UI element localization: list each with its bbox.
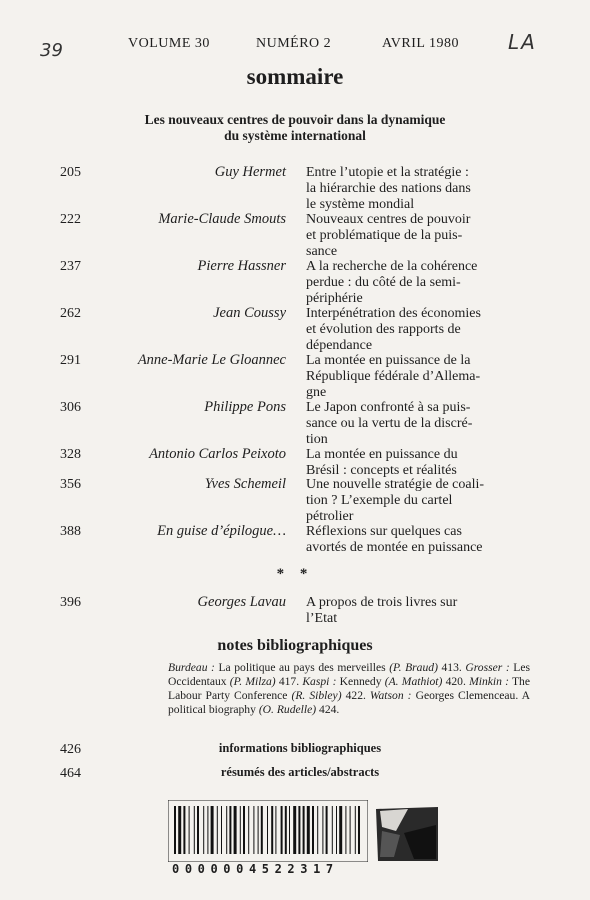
title-line: tion ? L’exemple du cartel xyxy=(306,492,453,508)
barcode-bar xyxy=(221,806,222,854)
toc-article-title xyxy=(306,306,532,353)
toc-page-number: 396 xyxy=(60,595,81,610)
barcode-bar xyxy=(207,806,208,854)
title-line: sance xyxy=(306,243,338,259)
title-line: A propos de trois livres sur xyxy=(306,595,458,610)
issue-theme-line-2: du système international xyxy=(224,128,366,143)
title-line: avortés de montée en puissance xyxy=(306,539,483,555)
notes-text-segment: 420. xyxy=(442,675,470,688)
barcode-bar xyxy=(211,806,214,854)
toc-article-title xyxy=(306,212,532,259)
notes-citation: Grosser : xyxy=(465,661,510,674)
barcode-bar xyxy=(293,806,296,854)
barcode-bar xyxy=(178,806,181,854)
barcode-bar xyxy=(253,806,254,854)
toc-page-number: 306 xyxy=(60,400,81,415)
barcode-bar xyxy=(326,806,328,854)
title-line: Nouveaux centres de pouvoir xyxy=(306,212,471,227)
barcode-bar xyxy=(339,806,342,854)
barcode-bar xyxy=(226,806,227,854)
barcode xyxy=(168,800,368,862)
barcode-bar xyxy=(312,806,314,854)
toc-author: En guise d’épilogue… xyxy=(157,523,286,539)
title-line: La montée en puissance de la xyxy=(306,353,471,368)
toc-page-number: 291 xyxy=(60,353,81,368)
handwritten-initials: LA xyxy=(508,30,537,54)
notes-text-segment: Les Occidentaux xyxy=(168,661,530,688)
title-line: sance ou la vertu de la discré- xyxy=(306,415,473,431)
barcode-bar xyxy=(234,806,237,854)
toc-author: Jean Coussy xyxy=(213,305,286,321)
barcode-bar xyxy=(261,806,263,854)
barcode-bar xyxy=(174,806,176,854)
notes-citation: Burdeau : xyxy=(168,661,215,674)
barcode-bar xyxy=(285,806,287,854)
section-separator: * * xyxy=(276,566,314,582)
barcode-bar xyxy=(303,806,305,854)
title-line: Interpénétration des économies xyxy=(306,306,481,321)
barcode-bar xyxy=(194,806,195,854)
barcode-bar xyxy=(336,806,337,854)
page-title: sommaire xyxy=(246,64,344,89)
title-line: l’Etat xyxy=(306,610,338,626)
toc-article-title xyxy=(306,595,532,627)
notes-citation: (P. Milza) xyxy=(229,675,276,688)
barcode-bar xyxy=(189,806,190,854)
barcode-bar xyxy=(275,806,276,854)
toc-page-number: 388 xyxy=(60,524,81,539)
toc-page-number: 464 xyxy=(60,766,81,781)
toc-page-number: 205 xyxy=(60,165,81,180)
barcode-bar xyxy=(281,806,283,854)
notes-text xyxy=(168,661,530,717)
toc-author: Guy Hermet xyxy=(214,164,286,180)
notes-text-segment: Kennedy xyxy=(336,675,385,688)
barcode-bar xyxy=(203,806,204,854)
barcode-bar xyxy=(289,806,290,854)
toc-author: Yves Schemeil xyxy=(204,476,286,492)
volume-label: VOLUME 30 xyxy=(128,36,210,51)
notes-citation: Watson : xyxy=(369,689,412,702)
notes-citation: (A. Mathiot) xyxy=(384,675,443,688)
toc-author: Philippe Pons xyxy=(204,399,286,415)
barcode-bar xyxy=(258,806,259,854)
toc-article-title xyxy=(306,400,532,447)
barcode-number: 0000004522317 xyxy=(172,862,339,876)
notes-citation: (O. Rudelle) xyxy=(258,703,317,716)
issue-label: NUMÉRO 2 xyxy=(256,36,332,51)
barcode-bar xyxy=(240,806,241,854)
notes-citation: (P. Braud) xyxy=(389,661,438,674)
barcode-bar xyxy=(183,806,185,854)
title-line: périphérie xyxy=(306,290,363,306)
title-line: tion xyxy=(306,431,328,447)
notes-text-segment: 424. xyxy=(316,703,340,716)
barcode-bar xyxy=(243,806,245,854)
title-line: perdue : du côté de la semi- xyxy=(306,274,461,290)
title-line: La montée en puissance du xyxy=(306,447,458,462)
barcode-bar xyxy=(267,806,268,854)
barcode-bar xyxy=(229,806,231,854)
toc-author: Marie-Claude Smouts xyxy=(158,211,286,227)
toc-article-title xyxy=(306,259,532,306)
barcode-bar xyxy=(345,806,346,854)
notes-citation: (R. Sibley) xyxy=(291,689,342,702)
toc-article-title xyxy=(306,477,532,524)
title-line: pétrolier xyxy=(306,508,354,524)
title-line: gne xyxy=(306,384,327,400)
barcode-bar xyxy=(307,806,310,854)
title-line: Une nouvelle stratégie de coali- xyxy=(306,477,485,492)
barcode-bar xyxy=(350,806,351,854)
issue-theme xyxy=(60,112,530,144)
toc-article-title xyxy=(306,524,532,556)
notes-text-segment: 413. xyxy=(437,661,466,674)
toc-page-number: 222 xyxy=(60,212,81,227)
issue-theme-line-1: Les nouveaux centres de pouvoir dans la dynamique xyxy=(144,112,446,127)
barcode-bar xyxy=(217,806,218,854)
footer-section-label: résumés des articles/abstracts xyxy=(220,765,380,779)
toc-author: Pierre Hassner xyxy=(197,258,286,274)
toc-page-number: 356 xyxy=(60,477,81,492)
barcode-bar xyxy=(197,806,199,854)
toc-page-number: 328 xyxy=(60,447,81,462)
barcode-bar xyxy=(317,806,318,854)
toc-page-number: 426 xyxy=(60,742,81,757)
title-line: Réflexions sur quelques cas xyxy=(306,524,462,539)
toc-page-number: 237 xyxy=(60,259,81,274)
handwritten-page-number: 39 xyxy=(40,40,63,61)
toc-article-title xyxy=(306,353,532,400)
notes-text-segment: Georges Clemenceau. A political biography xyxy=(168,689,530,716)
toc-author: Georges Lavau xyxy=(197,594,286,610)
notes-citation: Kaspi : xyxy=(302,675,337,688)
notes-text-segment: La politique au pays des merveilles xyxy=(214,661,390,674)
toc-author: Antonio Carlos Peixoto xyxy=(149,446,286,462)
title-line: et problématique de la puis- xyxy=(306,227,463,243)
title-line: Brésil : concepts et réalités xyxy=(306,462,457,478)
title-line: République fédérale d’Allema- xyxy=(306,368,481,384)
title-line: et évolution des rapports de xyxy=(306,321,461,337)
toc-page-number: 262 xyxy=(60,306,81,321)
title-line: Le Japon confronté à sa puis- xyxy=(306,400,471,415)
title-line: le système mondial xyxy=(306,196,415,212)
toc-article-title xyxy=(306,447,532,479)
toc-article-title xyxy=(306,165,532,212)
barcode-bar xyxy=(332,806,333,854)
barcode-bar xyxy=(298,806,300,854)
date-label: AVRIL 1980 xyxy=(382,36,459,51)
title-line: Entre l’utopie et la stratégie : xyxy=(306,165,469,180)
notes-heading: notes bibliographiques xyxy=(217,637,373,654)
notes-text-segment: 422. xyxy=(341,689,370,702)
barcode-bar xyxy=(355,806,356,854)
notes-citation: Minkin : xyxy=(469,675,509,688)
publisher-logo xyxy=(374,805,440,863)
barcode-bar xyxy=(271,806,273,854)
toc-author: Anne-Marie Le Gloannec xyxy=(137,352,286,368)
footer-section-label: informations bibliographiques xyxy=(218,741,382,755)
title-line: A la recherche de la cohérence xyxy=(306,259,478,274)
barcode-bar xyxy=(322,806,323,854)
barcode-bar xyxy=(358,806,360,854)
notes-text-segment: The Labour Party Conference xyxy=(168,675,530,702)
title-line: dépendance xyxy=(306,337,373,353)
barcode-bar xyxy=(248,806,249,854)
title-line: la hiérarchie des nations dans xyxy=(306,180,471,196)
notes-text-segment: 417. xyxy=(275,675,303,688)
